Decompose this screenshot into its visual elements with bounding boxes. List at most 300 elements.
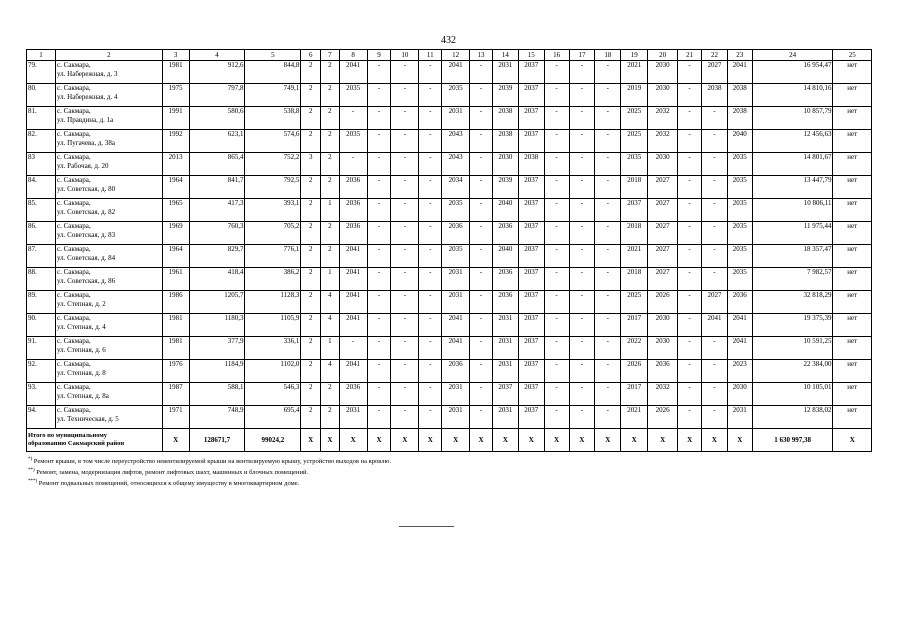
table-cell: -: [569, 360, 595, 383]
table-cell: 2032: [648, 130, 678, 153]
table-cell: 16 954,47: [752, 61, 833, 84]
table-cell: 2: [301, 61, 321, 84]
table-cell: 2037: [518, 360, 544, 383]
table-cell: 2036: [648, 360, 678, 383]
table-cell: 2: [301, 268, 321, 291]
table-cell: нет: [833, 314, 872, 337]
table-cell: 2036: [492, 268, 518, 291]
table-cell: 2: [301, 222, 321, 245]
table-cell: 2030: [648, 153, 678, 176]
address-cell: [55, 337, 162, 360]
table-cell: -: [470, 291, 493, 314]
table-cell: -: [702, 222, 728, 245]
table-row: [27, 107, 872, 130]
footnote-text: Ремонт подвальных помещений, относящихся к общему имуществу в многоквартирном доме.: [37, 480, 300, 488]
footnote-text: Ремонт крыши, в том числе переустройство невентилируемой крыши на вентилируемую крышу, устройство выходов на кровлю.: [32, 458, 391, 466]
row-number: 84.: [27, 176, 56, 199]
address-street: ул. Степная, д. 4: [56, 323, 106, 331]
table-cell: 844,8: [245, 61, 301, 84]
table-cell: -: [391, 107, 419, 130]
table-cell: 588,1: [189, 383, 245, 406]
table-cell: -: [595, 176, 621, 199]
total-cell: X: [301, 429, 321, 452]
table-cell: 2018: [621, 222, 648, 245]
table-cell: -: [678, 337, 702, 360]
table-cell: 2037: [518, 176, 544, 199]
table-row: [27, 199, 872, 222]
address-cell: [55, 153, 162, 176]
column-number: 23: [727, 50, 752, 61]
table-cell: -: [569, 383, 595, 406]
table-cell: -: [595, 199, 621, 222]
table-cell: -: [367, 222, 391, 245]
table-row: [27, 406, 872, 429]
table-cell: 2037: [518, 130, 544, 153]
table-cell: -: [419, 337, 442, 360]
table-row: [27, 130, 872, 153]
table-cell: 22 384,00: [752, 360, 833, 383]
table-cell: -: [595, 107, 621, 130]
table-cell: 2: [301, 245, 321, 268]
table-cell: -: [544, 383, 569, 406]
address-cell: [55, 176, 162, 199]
table-cell: 2: [321, 153, 340, 176]
column-number: 21: [678, 50, 702, 61]
table-cell: 13 447,79: [752, 176, 833, 199]
address-cell: [55, 130, 162, 153]
table-cell: 1102,0: [245, 360, 301, 383]
table-cell: 2017: [621, 314, 648, 337]
table-cell: -: [470, 199, 493, 222]
total-cell: X: [702, 429, 728, 452]
table-cell: 7 982,57: [752, 268, 833, 291]
row-number: 79.: [27, 61, 56, 84]
row-number: 80.: [27, 84, 56, 107]
table-cell: 2037: [492, 383, 518, 406]
row-number: 88.: [27, 268, 56, 291]
table-row: [27, 245, 872, 268]
table-cell: -: [569, 337, 595, 360]
table-cell: 2032: [648, 107, 678, 130]
row-number: 93.: [27, 383, 56, 406]
address-locality: с. Сакмара,: [56, 245, 91, 253]
table-cell: 2: [321, 107, 340, 130]
table-cell: -: [569, 268, 595, 291]
table-cell: 2037: [518, 61, 544, 84]
address-street: ул. Степная, д. 8а: [56, 392, 109, 400]
table-cell: -: [339, 153, 367, 176]
table-cell: 1180,3: [189, 314, 245, 337]
column-number: 11: [419, 50, 442, 61]
table-cell: 1987: [162, 383, 189, 406]
column-number: 4: [189, 50, 245, 61]
address-street: ул. Рабочая, д. 20: [56, 162, 109, 170]
table-row: [27, 61, 872, 84]
table-cell: 336,1: [245, 337, 301, 360]
table-cell: нет: [833, 291, 872, 314]
table-cell: 2037: [518, 406, 544, 429]
table-cell: 841,7: [189, 176, 245, 199]
table-cell: -: [470, 222, 493, 245]
table-cell: -: [569, 314, 595, 337]
table-cell: 2035: [339, 130, 367, 153]
table-cell: 2036: [492, 222, 518, 245]
total-cell: X: [162, 429, 189, 452]
footnote-marker: *): [28, 457, 33, 462]
table-cell: 2034: [442, 176, 470, 199]
footnote-text: Ремонт, замена, модернизация лифтов, ремонт лифтовых шахт, машинных и блочных помещений.: [34, 469, 309, 477]
table-cell: 2027: [648, 268, 678, 291]
column-number: 9: [367, 50, 391, 61]
table-cell: -: [470, 61, 493, 84]
column-number: 25: [833, 50, 872, 61]
address-locality: с. Сакмара,: [56, 176, 91, 184]
table-cell: -: [544, 291, 569, 314]
table-cell: 2036: [492, 291, 518, 314]
table-cell: 386,2: [245, 268, 301, 291]
table-row: [27, 222, 872, 245]
total-label: [27, 429, 163, 452]
table-cell: 2035: [727, 153, 752, 176]
total-cell: X: [442, 429, 470, 452]
table-cell: -: [419, 314, 442, 337]
table-cell: 1184,9: [189, 360, 245, 383]
table-cell: нет: [833, 406, 872, 429]
total-cell: X: [391, 429, 419, 452]
table-cell: 2040: [492, 199, 518, 222]
address-cell: [55, 314, 162, 337]
table-cell: 623,1: [189, 130, 245, 153]
table-cell: 546,3: [245, 383, 301, 406]
table-cell: -: [367, 107, 391, 130]
table-cell: 797,8: [189, 84, 245, 107]
table-cell: -: [367, 245, 391, 268]
column-number: 10: [391, 50, 419, 61]
table-cell: 2025: [621, 130, 648, 153]
table-cell: -: [544, 337, 569, 360]
table-cell: -: [702, 176, 728, 199]
table-cell: -: [367, 84, 391, 107]
table-cell: -: [569, 406, 595, 429]
table-row: [27, 291, 872, 314]
table-cell: -: [544, 153, 569, 176]
address-cell: [55, 61, 162, 84]
table-cell: 418,4: [189, 268, 245, 291]
table-cell: 2019: [621, 84, 648, 107]
table-cell: 2031: [442, 107, 470, 130]
column-number: 14: [492, 50, 518, 61]
row-number: 89.: [27, 291, 56, 314]
table-cell: 417,3: [189, 199, 245, 222]
table-cell: 2036: [339, 222, 367, 245]
table-cell: 2041: [442, 61, 470, 84]
table-cell: 14 810,16: [752, 84, 833, 107]
table-cell: нет: [833, 61, 872, 84]
table-cell: 2: [321, 245, 340, 268]
total-cell: X: [678, 429, 702, 452]
table-cell: 2: [301, 314, 321, 337]
address-locality: с. Сакмара,: [56, 107, 91, 115]
table-cell: -: [595, 84, 621, 107]
table-cell: 2: [301, 406, 321, 429]
table-cell: 2031: [727, 406, 752, 429]
table-row: [27, 337, 872, 360]
row-number: 87.: [27, 245, 56, 268]
table-cell: -: [544, 268, 569, 291]
table-cell: -: [391, 153, 419, 176]
table-cell: -: [470, 130, 493, 153]
table-cell: -: [569, 199, 595, 222]
total-cell: X: [727, 429, 752, 452]
table-cell: 2043: [442, 130, 470, 153]
table-cell: 2035: [727, 268, 752, 291]
table-cell: 538,8: [245, 107, 301, 130]
table-cell: 2021: [621, 61, 648, 84]
table-cell: -: [595, 268, 621, 291]
table-cell: -: [678, 153, 702, 176]
table-cell: 2041: [727, 61, 752, 84]
table-cell: -: [702, 360, 728, 383]
total-cell: 99024,2: [245, 429, 301, 452]
table-cell: -: [678, 222, 702, 245]
table-cell: -: [367, 337, 391, 360]
table-cell: нет: [833, 360, 872, 383]
table-cell: -: [678, 84, 702, 107]
table-cell: нет: [833, 383, 872, 406]
table-cell: -: [367, 199, 391, 222]
table-cell: 2039: [492, 84, 518, 107]
table-cell: 2041: [339, 360, 367, 383]
table-cell: -: [470, 314, 493, 337]
table-cell: -: [470, 107, 493, 130]
table-cell: -: [678, 61, 702, 84]
table-cell: -: [544, 360, 569, 383]
table-cell: 2025: [621, 107, 648, 130]
total-label-line: образованию Сакмарский район: [28, 440, 125, 447]
address-locality: с. Сакмара,: [56, 360, 91, 368]
table-cell: -: [678, 130, 702, 153]
column-number: 8: [339, 50, 367, 61]
table-cell: 2031: [442, 268, 470, 291]
table-cell: -: [470, 360, 493, 383]
table-cell: 2: [301, 130, 321, 153]
table-cell: 2030: [727, 383, 752, 406]
row-number: 94.: [27, 406, 56, 429]
table-cell: -: [391, 222, 419, 245]
table-cell: 2040: [727, 130, 752, 153]
table-cell: -: [544, 176, 569, 199]
footnote-marker: **): [28, 468, 35, 474]
table-cell: 2027: [702, 291, 728, 314]
table-cell: -: [391, 383, 419, 406]
page-number: 432: [441, 35, 456, 46]
table-cell: 2035: [621, 153, 648, 176]
table-cell: -: [702, 153, 728, 176]
table-cell: -: [391, 406, 419, 429]
table-cell: -: [419, 360, 442, 383]
table-cell: -: [544, 61, 569, 84]
column-number-row: [27, 50, 872, 61]
table-cell: -: [544, 199, 569, 222]
total-cell: 1 630 997,38: [752, 429, 833, 452]
table-cell: 2031: [442, 291, 470, 314]
table-cell: нет: [833, 337, 872, 360]
table-cell: нет: [833, 245, 872, 268]
footnote: [28, 455, 391, 466]
table-cell: 865,4: [189, 153, 245, 176]
table-cell: 2037: [518, 84, 544, 107]
address-cell: [55, 84, 162, 107]
table-cell: 2037: [518, 245, 544, 268]
table-cell: 12 838,02: [752, 406, 833, 429]
table-cell: -: [595, 314, 621, 337]
table-cell: 1976: [162, 360, 189, 383]
table-cell: 2021: [621, 245, 648, 268]
table-cell: 2: [301, 360, 321, 383]
table-cell: -: [391, 130, 419, 153]
table-cell: 749,1: [245, 84, 301, 107]
table-cell: 752,2: [245, 153, 301, 176]
address-locality: с. Сакмара,: [56, 268, 91, 276]
table-cell: 1981: [162, 337, 189, 360]
table-cell: 2031: [492, 314, 518, 337]
address-cell: [55, 360, 162, 383]
address-locality: с. Сакмара,: [56, 61, 91, 69]
column-number: 13: [470, 50, 493, 61]
table-cell: 1128,3: [245, 291, 301, 314]
table-cell: 776,1: [245, 245, 301, 268]
table-cell: -: [419, 84, 442, 107]
table-cell: -: [419, 153, 442, 176]
table-cell: 377,9: [189, 337, 245, 360]
table-cell: нет: [833, 130, 872, 153]
table-cell: -: [391, 360, 419, 383]
table-cell: 2027: [648, 222, 678, 245]
table-cell: 1961: [162, 268, 189, 291]
table-cell: 1: [321, 199, 340, 222]
column-number: 1: [27, 50, 56, 61]
table-cell: -: [544, 107, 569, 130]
table-cell: 2041: [339, 268, 367, 291]
address-street: ул. Советская, д. 84: [56, 254, 116, 262]
table-cell: 10 806,11: [752, 199, 833, 222]
table-cell: 2: [301, 199, 321, 222]
table-cell: 10 591,25: [752, 337, 833, 360]
table-cell: 2: [301, 84, 321, 107]
table-cell: 2037: [518, 222, 544, 245]
table-cell: 2036: [339, 176, 367, 199]
table-cell: -: [339, 107, 367, 130]
table-cell: 2: [321, 84, 340, 107]
table-cell: -: [470, 337, 493, 360]
address-locality: с. Сакмара,: [56, 406, 91, 414]
table-cell: -: [678, 245, 702, 268]
table-row: [27, 314, 872, 337]
table-cell: 2037: [518, 107, 544, 130]
table-cell: -: [391, 176, 419, 199]
table-cell: 2035: [442, 199, 470, 222]
table-cell: 393,1: [245, 199, 301, 222]
table-cell: -: [678, 291, 702, 314]
table-cell: -: [544, 406, 569, 429]
column-number: 19: [621, 50, 648, 61]
table-cell: 2: [321, 176, 340, 199]
table-cell: 912,6: [189, 61, 245, 84]
table-cell: 580,6: [189, 107, 245, 130]
table-cell: -: [470, 406, 493, 429]
table-cell: -: [367, 291, 391, 314]
row-number: 82.: [27, 130, 56, 153]
table-cell: -: [367, 383, 391, 406]
column-number: 7: [321, 50, 340, 61]
table-cell: -: [595, 337, 621, 360]
row-number: 91.: [27, 337, 56, 360]
table-cell: 2039: [492, 176, 518, 199]
table-cell: нет: [833, 84, 872, 107]
address-cell: [55, 291, 162, 314]
column-number: 22: [702, 50, 728, 61]
table-cell: 1964: [162, 176, 189, 199]
repair-schedule-table: [26, 49, 872, 452]
table-cell: 2: [301, 337, 321, 360]
table-cell: нет: [833, 199, 872, 222]
table-cell: 2027: [648, 245, 678, 268]
table-cell: 2038: [727, 107, 752, 130]
table-cell: нет: [833, 176, 872, 199]
table-cell: -: [595, 291, 621, 314]
table-cell: -: [470, 383, 493, 406]
table-cell: -: [339, 337, 367, 360]
table-cell: 3: [301, 153, 321, 176]
table-cell: -: [702, 337, 728, 360]
table-cell: -: [419, 291, 442, 314]
address-street: ул. Степная, д. 6: [56, 346, 106, 354]
table-cell: 2021: [621, 406, 648, 429]
table-cell: 2035: [727, 199, 752, 222]
address-street: ул. Правдина, д. 1а: [56, 116, 114, 124]
column-number: 2: [55, 50, 162, 61]
table-cell: 2027: [702, 61, 728, 84]
table-cell: -: [419, 130, 442, 153]
table-row: [27, 360, 872, 383]
table-cell: 2: [301, 107, 321, 130]
table-cell: 2040: [492, 245, 518, 268]
table-cell: 2: [301, 291, 321, 314]
table-cell: -: [702, 107, 728, 130]
address-locality: с. Сакмара,: [56, 291, 91, 299]
table-cell: нет: [833, 107, 872, 130]
table-cell: 2035: [339, 84, 367, 107]
table-cell: 2: [321, 383, 340, 406]
column-number: 3: [162, 50, 189, 61]
table-cell: -: [544, 222, 569, 245]
address-locality: с. Сакмара,: [56, 153, 91, 161]
table-cell: -: [419, 61, 442, 84]
table-cell: -: [470, 84, 493, 107]
table-cell: 2023: [727, 360, 752, 383]
table-cell: 10 105,01: [752, 383, 833, 406]
table-cell: -: [595, 222, 621, 245]
table-cell: 2031: [339, 406, 367, 429]
table-cell: 2031: [442, 383, 470, 406]
table-cell: 2036: [442, 360, 470, 383]
table-cell: 2036: [339, 383, 367, 406]
table-cell: нет: [833, 268, 872, 291]
table-cell: 2036: [339, 199, 367, 222]
total-cell: X: [595, 429, 621, 452]
total-cell: X: [367, 429, 391, 452]
table-cell: -: [595, 245, 621, 268]
